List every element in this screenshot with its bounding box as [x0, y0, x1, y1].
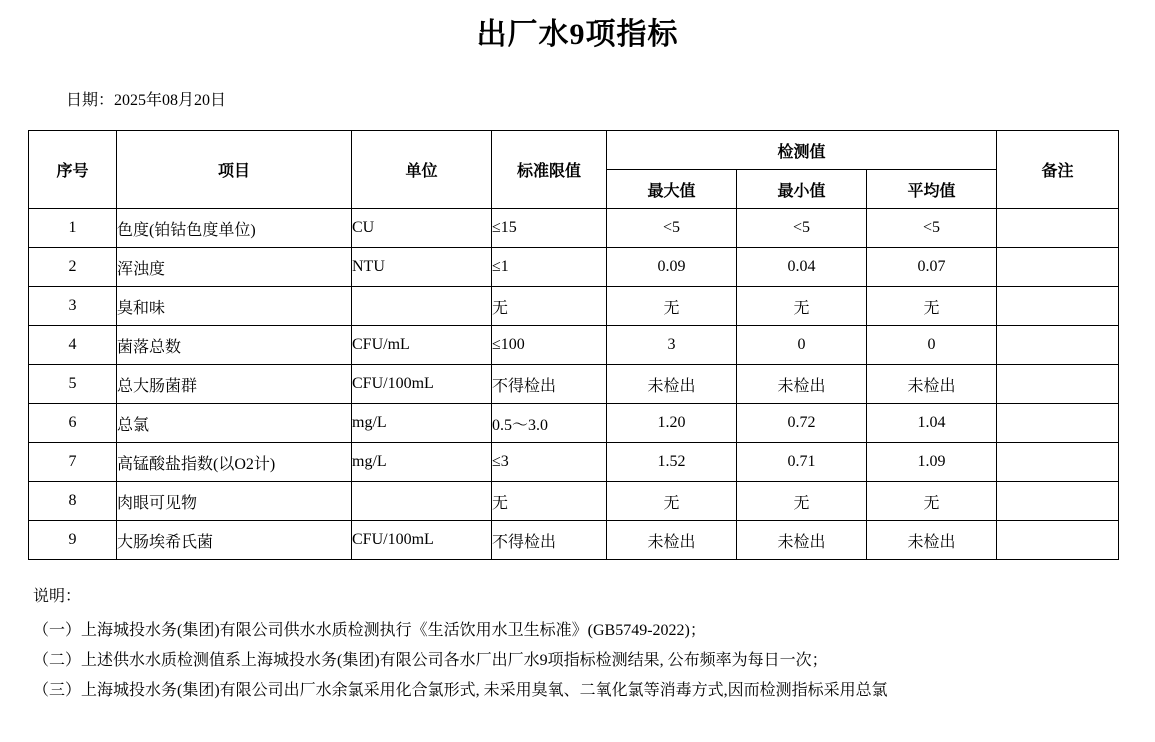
- cell-unit: [352, 482, 492, 521]
- cell-remark: [997, 482, 1119, 521]
- table-row: [29, 326, 1119, 365]
- water-quality-table: [28, 130, 1119, 560]
- cell-item: 高锰酸盐指数(以O2计): [117, 443, 352, 482]
- table-row: [29, 209, 1119, 248]
- table-row: [29, 521, 1119, 560]
- header-no: 序号: [29, 131, 117, 209]
- cell-item: 总大肠菌群: [117, 365, 352, 404]
- header-remark: 备注: [997, 131, 1119, 209]
- cell-max: 3: [607, 326, 737, 365]
- table-row: [29, 443, 1119, 482]
- cell-limit: 无: [492, 287, 607, 326]
- cell-limit: 无: [492, 482, 607, 521]
- cell-unit: CFU/100mL: [352, 521, 492, 560]
- cell-limit: 不得检出: [492, 365, 607, 404]
- cell-item: 色度(铂钴色度单位): [117, 209, 352, 248]
- cell-no: 2: [29, 248, 117, 287]
- cell-limit: ≤1: [492, 248, 607, 287]
- cell-no: 6: [29, 404, 117, 443]
- cell-avg: 无: [867, 482, 997, 521]
- cell-remark: [997, 443, 1119, 482]
- header-min: 最小值: [737, 170, 867, 209]
- cell-min: 无: [737, 287, 867, 326]
- cell-min: 0.04: [737, 248, 867, 287]
- cell-item: 大肠埃希氏菌: [117, 521, 352, 560]
- cell-max: 1.52: [607, 443, 737, 482]
- cell-item: 浑浊度: [117, 248, 352, 287]
- cell-avg: 0.07: [867, 248, 997, 287]
- cell-item: 臭和味: [117, 287, 352, 326]
- cell-no: 8: [29, 482, 117, 521]
- document-page: [0, 14, 1155, 742]
- cell-no: 3: [29, 287, 117, 326]
- cell-limit: 0.5～3.0: [492, 404, 607, 443]
- cell-min: 0.71: [737, 443, 867, 482]
- cell-max: 未检出: [607, 365, 737, 404]
- cell-no: 1: [29, 209, 117, 248]
- cell-limit: ≤100: [492, 326, 607, 365]
- cell-unit: CFU/mL: [352, 326, 492, 365]
- cell-remark: [997, 521, 1119, 560]
- note-item-1: （一）上海城投水务(集团)有限公司供水水质检测执行《生活饮用水卫生标准》(GB5749-2022)；: [33, 622, 706, 639]
- cell-avg: 未检出: [867, 521, 997, 560]
- cell-max: 无: [607, 287, 737, 326]
- header-measured: 检测值: [607, 131, 997, 170]
- cell-limit: ≤3: [492, 443, 607, 482]
- cell-item: 肉眼可见物: [117, 482, 352, 521]
- page-title: 出厂水9项指标: [476, 18, 679, 51]
- notes-section: [28, 582, 1155, 706]
- cell-unit: NTU: [352, 248, 492, 287]
- cell-max: 0.09: [607, 248, 737, 287]
- header-item: 项目: [117, 131, 352, 209]
- cell-remark: [997, 404, 1119, 443]
- cell-unit: mg/L: [352, 443, 492, 482]
- cell-min: <5: [737, 209, 867, 248]
- cell-remark: [997, 248, 1119, 287]
- cell-avg: 1.04: [867, 404, 997, 443]
- cell-unit: CU: [352, 209, 492, 248]
- cell-limit: ≤15: [492, 209, 607, 248]
- header-max: 最大值: [607, 170, 737, 209]
- header-unit: 单位: [352, 131, 492, 209]
- notes-title: 说明：: [33, 588, 82, 605]
- table-body: [29, 209, 1119, 560]
- cell-max: 未检出: [607, 521, 737, 560]
- cell-unit: CFU/100mL: [352, 365, 492, 404]
- cell-no: 9: [29, 521, 117, 560]
- cell-min: 0: [737, 326, 867, 365]
- cell-limit: 不得检出: [492, 521, 607, 560]
- cell-min: 未检出: [737, 521, 867, 560]
- cell-remark: [997, 287, 1119, 326]
- cell-unit: [352, 287, 492, 326]
- table-row: [29, 248, 1119, 287]
- header-limit: 标准限值: [492, 131, 607, 209]
- cell-remark: [997, 365, 1119, 404]
- cell-no: 4: [29, 326, 117, 365]
- table-row: [29, 287, 1119, 326]
- cell-min: 未检出: [737, 365, 867, 404]
- table-header-row-1: [29, 131, 1119, 170]
- cell-avg: 未检出: [867, 365, 997, 404]
- cell-item: 总氯: [117, 404, 352, 443]
- table-row: [29, 482, 1119, 521]
- cell-avg: <5: [867, 209, 997, 248]
- table-row: [29, 404, 1119, 443]
- note-item-3: （三）上海城投水务(集团)有限公司出厂水余氯采用化合氯形式, 未采用臭氧、二氧化氯等消毒方式,因而检测指标采用总氯: [33, 682, 888, 699]
- table-row: [29, 365, 1119, 404]
- cell-avg: 无: [867, 287, 997, 326]
- cell-max: <5: [607, 209, 737, 248]
- cell-max: 无: [607, 482, 737, 521]
- cell-remark: [997, 326, 1119, 365]
- cell-no: 5: [29, 365, 117, 404]
- note-item-2: （二）上述供水水质检测值系上海城投水务(集团)有限公司各水厂出厂水9项指标检测结果, 公布频率为每日一次；: [33, 652, 828, 669]
- cell-remark: [997, 209, 1119, 248]
- table-header: [29, 131, 1119, 209]
- header-avg: 平均值: [867, 170, 997, 209]
- cell-unit: mg/L: [352, 404, 492, 443]
- cell-avg: 0: [867, 326, 997, 365]
- cell-no: 7: [29, 443, 117, 482]
- cell-min: 0.72: [737, 404, 867, 443]
- cell-min: 无: [737, 482, 867, 521]
- report-date: 日期：2025年08月20日: [66, 92, 227, 109]
- cell-max: 1.20: [607, 404, 737, 443]
- cell-avg: 1.09: [867, 443, 997, 482]
- cell-item: 菌落总数: [117, 326, 352, 365]
